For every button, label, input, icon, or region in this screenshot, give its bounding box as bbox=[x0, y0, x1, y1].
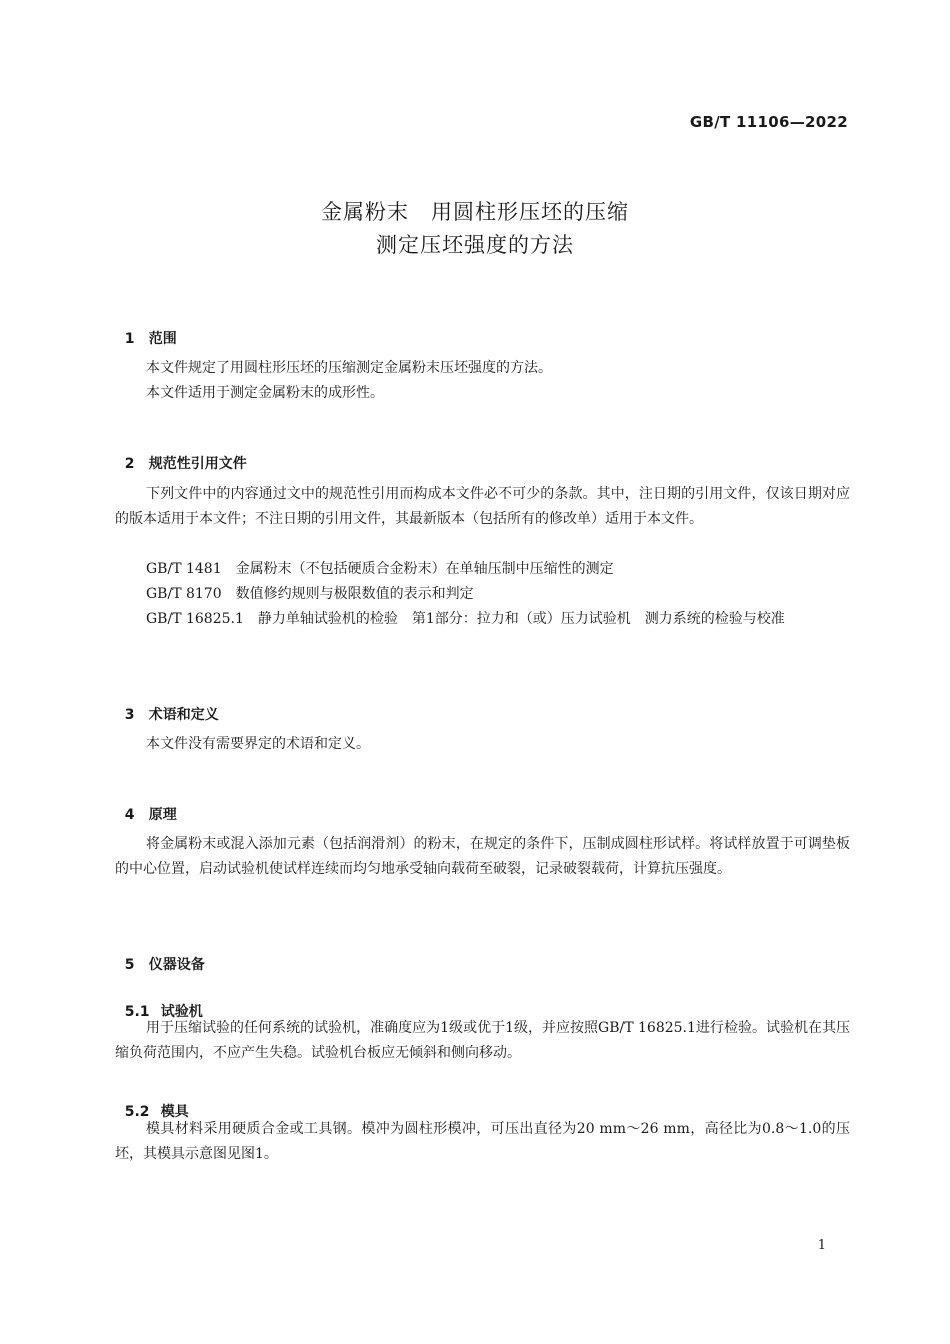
section-number: 5 bbox=[124, 957, 135, 973]
section-title: 范围 bbox=[148, 331, 177, 347]
normative-reference-1: GB/T 1481 金属粉末（不包括硬质合金粉末）在单轴压制中压缩性的测定 bbox=[146, 561, 614, 577]
section-4-heading bbox=[115, 785, 177, 825]
section-2-heading bbox=[115, 434, 247, 474]
paragraph-principle: 将金属粉末或混入添加元素（包括润滑剂）的粉末，在规定的条件下，压制成圆柱形试样。将试样放置于可调垫板的中心位置，启动试验机使试样连续而均匀地承受轴向载荷至破裂，记录破裂载荷，计算抗压强度。 bbox=[115, 836, 850, 877]
paragraph-scope-1: 本文件规定了用圆柱形压坯的压缩测定金属粉末压坯强度的方法。 bbox=[146, 360, 552, 376]
section-title: 原理 bbox=[148, 807, 177, 823]
section-number: 4 bbox=[124, 807, 135, 823]
paragraph-die: 模具材料采用硬质合金或工具钢。模冲为圆柱形模冲，可压出直径为20 mm～26 mm，高径比为0.8～1.0的压坯，其模具示意图见图1。 bbox=[115, 1121, 850, 1162]
section-5-heading bbox=[115, 935, 205, 975]
section-title: 试验机 bbox=[160, 1004, 203, 1020]
paragraph-scope-2: 本文件适用于测定金属粉末的成形性。 bbox=[146, 385, 384, 401]
normative-reference-2: GB/T 8170 数值修约规则与极限数值的表示和判定 bbox=[146, 586, 474, 602]
title-line-1: 金属粉末 用圆柱形压坯的压缩 bbox=[321, 200, 629, 224]
paragraph-testing-machine: 用于压缩试验的任何系统的试验机，准确度应为1级或优于1级，并应按照GB/T 16825.1进行检验。试验机在其压缩负荷范围内，不应产生失稳。试验机台板应无倾斜和侧向移动。 bbox=[115, 1020, 850, 1061]
document-title bbox=[0, 196, 950, 262]
page-number: 1 bbox=[817, 1238, 826, 1253]
paragraph-normative-intro: 下列文件中的内容通过文中的规范性引用而构成本文件必不可少的条款。其中，注日期的引用文件，仅该日期对应的版本适用于本文件；不注日期的引用文件，其最新版本（包括所有的修改单）适用于本文件。 bbox=[115, 486, 850, 527]
normative-reference-3: GB/T 16825.1 静力单轴试验机的检验 第1部分：拉力和（或）压力试验机 测力系统的检验与校准 bbox=[146, 611, 785, 627]
section-number: 5.1 bbox=[124, 1004, 150, 1020]
section-title: 仪器设备 bbox=[148, 957, 205, 973]
section-number: 3 bbox=[124, 707, 135, 723]
section-title: 模具 bbox=[160, 1104, 189, 1120]
section-number: 2 bbox=[124, 456, 135, 472]
section-title: 规范性引用文件 bbox=[148, 456, 247, 472]
section-title: 术语和定义 bbox=[148, 707, 219, 723]
section-1-heading bbox=[115, 309, 177, 349]
section-number: 5.2 bbox=[124, 1104, 150, 1120]
standard-code: GB/T 11106—2022 bbox=[689, 113, 848, 131]
section-5-2-heading bbox=[115, 1082, 189, 1122]
paragraph-terms: 本文件没有需要界定的术语和定义。 bbox=[146, 736, 370, 752]
title-line-2: 测定压坯强度的方法 bbox=[376, 233, 574, 257]
section-number: 1 bbox=[124, 331, 135, 347]
section-3-heading bbox=[115, 685, 219, 725]
